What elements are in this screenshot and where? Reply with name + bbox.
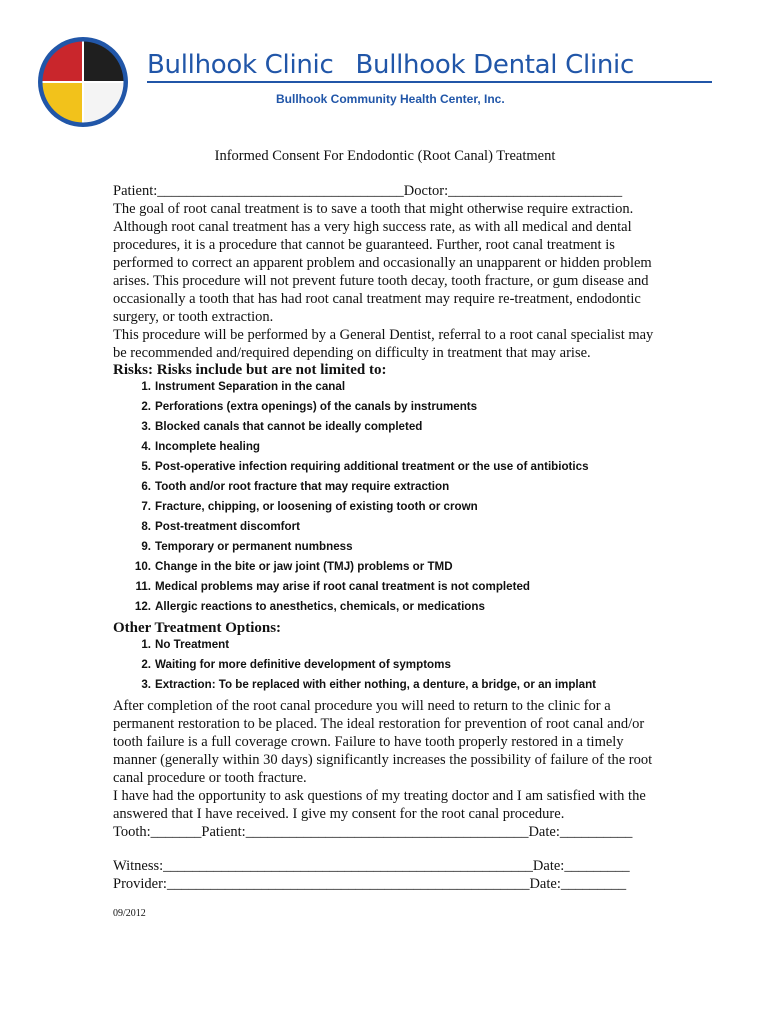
witness-signature-line[interactable]: Witness:___________________________________________________Date:_________ (113, 858, 630, 874)
options-heading: Other Treatment Options: (113, 620, 282, 636)
list-item: 1. Instrument Separation in the canal (141, 380, 346, 393)
list-item: 1. No Treatment (141, 638, 230, 651)
list-item: 4. Incomplete healing (141, 440, 261, 453)
list-item: 11. Medical problems may arise if root canal treatment is not completed (135, 580, 530, 593)
list-item: 3. Blocked canals that cannot be ideally completed (141, 420, 423, 433)
options-list (113, 635, 596, 695)
risks-heading: Risks: Risks include but are not limited to: (113, 362, 387, 378)
clinic-logo-icon (37, 36, 129, 128)
clinic-name-dental: Bullhook Dental Clinic (355, 50, 634, 80)
revision-date: 09/2012 (113, 908, 146, 919)
list-item: 2. Waiting for more definitive development of symptoms (141, 658, 451, 671)
list-item: 9. Temporary or permanent numbness (141, 540, 353, 553)
list-item: 7. Fracture, chipping, or loosening of existing tooth or crown (141, 500, 478, 513)
tooth-patient-date-line[interactable]: Tooth:_______Patient:_______________________________________Date:__________ (113, 824, 633, 840)
consent-paragraph: I have had the opportunity to ask questions of my treating doctor and I am satisfied with the answered that I have received. I give my consent for the root canal procedure. (113, 788, 646, 822)
referral-paragraph: This procedure will be performed by a General Dentist, referral to a root canal specialist may be recommended and/required depending on difficulty in treatment that may arise. (113, 327, 654, 361)
clinic-title (147, 50, 634, 80)
organization-name: Bullhook Community Health Center, Inc. (276, 92, 505, 106)
risks-list (113, 377, 589, 617)
list-item: 3. Extraction: To be replaced with either nothing, a denture, a bridge, or an implant (141, 678, 597, 691)
clinic-name-primary: Bullhook Clinic (147, 50, 334, 80)
list-item: 10. Change in the bite or jaw joint (TMJ) problems or TMD (134, 560, 453, 573)
list-item: 2. Perforations (extra openings) of the canals by instruments (141, 400, 478, 413)
list-item: 12. Allergic reactions to anesthetics, chemicals, or medications (134, 600, 485, 613)
provider-signature-line[interactable]: Provider:__________________________________________________Date:_________ (113, 876, 627, 892)
after-completion-paragraph: After completion of the root canal procedure you will need to return to the clinic for a permanent restoration to be placed. The ideal restoration for prevention of root canal and/or tooth failure is a full coverage crown. Failure to have tooth properly restored in a timely manner (generally within 30 days) significantly increases the possibility of failure of the root canal procedure or tooth fracture. (113, 698, 653, 786)
list-item: 8. Post-treatment discomfort (141, 520, 300, 533)
patient-doctor-line[interactable]: Patient:__________________________________Doctor:________________________ (113, 183, 623, 199)
title-underline (147, 81, 712, 83)
list-item: 6. Tooth and/or root fracture that may require extraction (141, 480, 450, 493)
intro-paragraph: The goal of root canal treatment is to save a tooth that might otherwise require extraction. Although root canal treatment has a very high success rate, as with all medical and dental procedures, it is a procedure that cannot be guaranteed. Further, root canal treatment is performed to correct an apparent problem and occasionally an unapparent or hidden problem arises. This procedure will not prevent future tooth decay, tooth fracture, or gum disease and occasionally a tooth that has had root canal treatment may require re-treatment, endodontic surgery, or tooth extraction. (113, 201, 652, 325)
document-title: Informed Consent For Endodontic (Root Canal) Treatment (214, 148, 556, 164)
list-item: 5. Post-operative infection requiring additional treatment or the use of antibiotics (141, 460, 589, 473)
